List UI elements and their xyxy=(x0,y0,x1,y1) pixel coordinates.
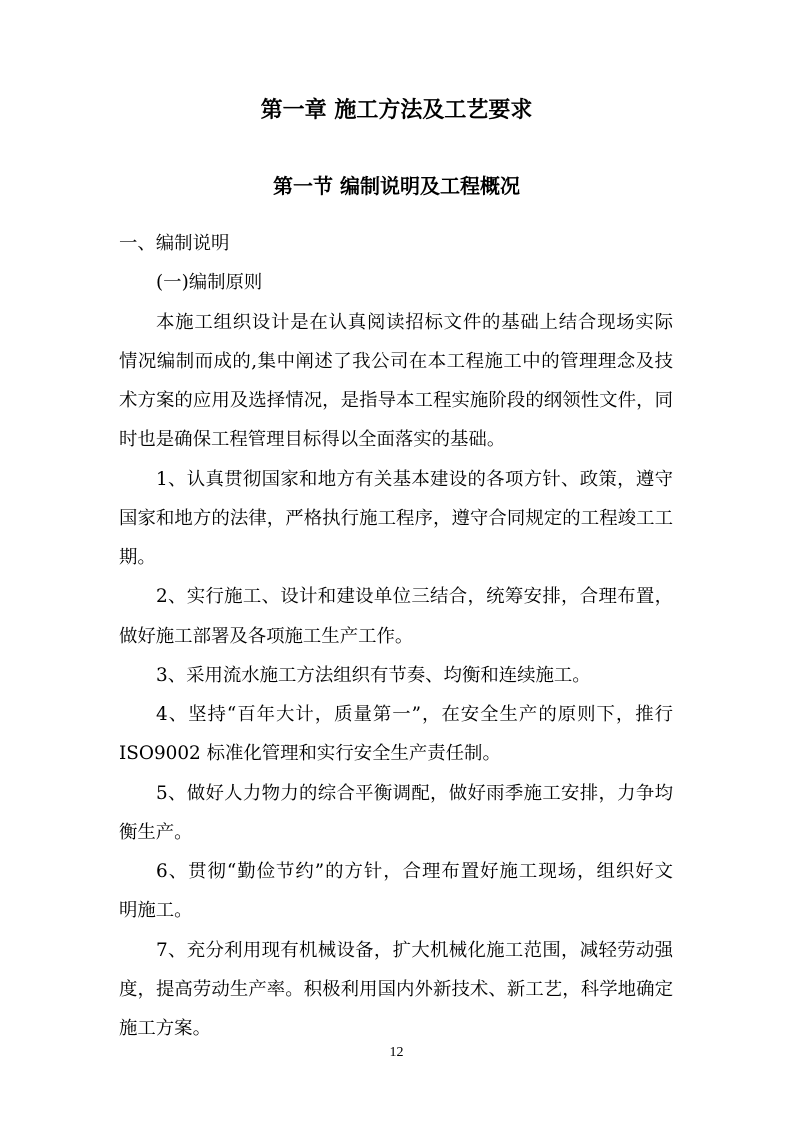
paragraph-line: 时也是确保工程管理目标得以全面落实的基础。 xyxy=(119,429,506,451)
paragraph-line: 本施工组织设计是在认真阅读招标文件的基础上结合现场实际 xyxy=(156,311,673,333)
paragraph-line: 明施工。 xyxy=(119,900,193,922)
paragraph-line: 6、贯彻“勤俭节约”的方针，合理布置好施工现场，组织好文 xyxy=(156,861,673,882)
paragraph-line: 情况编制而成的,集中阐述了我公司在本工程施工中的管理理念及技 xyxy=(119,350,673,372)
paragraph-line: 1、认真贯彻国家和地方有关基本建设的各项方针、政策，遵守 xyxy=(156,468,673,490)
paragraph-line: 术方案的应用及选择情况，是指导本工程实施阶段的纲领性文件，同 xyxy=(119,390,673,411)
paragraph-line: 国家和地方的法律，严格执行施工程序，遵守合同规定的工程竣工工 xyxy=(119,507,673,529)
paragraph-line: 做好施工部署及各项施工生产工作。 xyxy=(119,625,414,647)
paragraph-line: 7、充分利用现有机械设备，扩大机械化施工范围，减轻劳动强 xyxy=(156,939,673,961)
document-body xyxy=(119,224,673,1048)
paragraph-line: 度，提高劳动生产率。积极利用国内外新技术、新工艺，科学地确定 xyxy=(119,978,673,1000)
paragraph-line: 期。 xyxy=(119,547,156,568)
page-number: 12 xyxy=(389,1045,404,1060)
paragraph-line: 衡生产。 xyxy=(119,821,193,843)
heading-compilation-principles: (一)编制原则 xyxy=(156,272,263,294)
chapter-title: 第一章 施工方法及工艺要求 xyxy=(260,97,533,123)
section-title: 第一节 编制说明及工程概况 xyxy=(273,174,520,198)
paragraph-line: 4、坚持“百年大计，质量第一”，在安全生产的原则下，推行 xyxy=(156,704,673,725)
paragraph-line: 5、做好人力物力的综合平衡调配，做好雨季施工安排，力争均 xyxy=(156,782,673,804)
paragraph-line: 3、采用流水施工方法组织有节奏、均衡和连续施工。 xyxy=(156,664,591,686)
heading-compilation-notes: 一、编制说明 xyxy=(119,233,230,254)
paragraph-line: 施工方案。 xyxy=(119,1018,211,1039)
paragraph-line: ISO9002 标准化管理和实行安全生产责任制。 xyxy=(119,743,501,765)
paragraph-line: 2、实行施工、设计和建设单位三结合，统筹安排，合理布置， xyxy=(156,586,673,608)
